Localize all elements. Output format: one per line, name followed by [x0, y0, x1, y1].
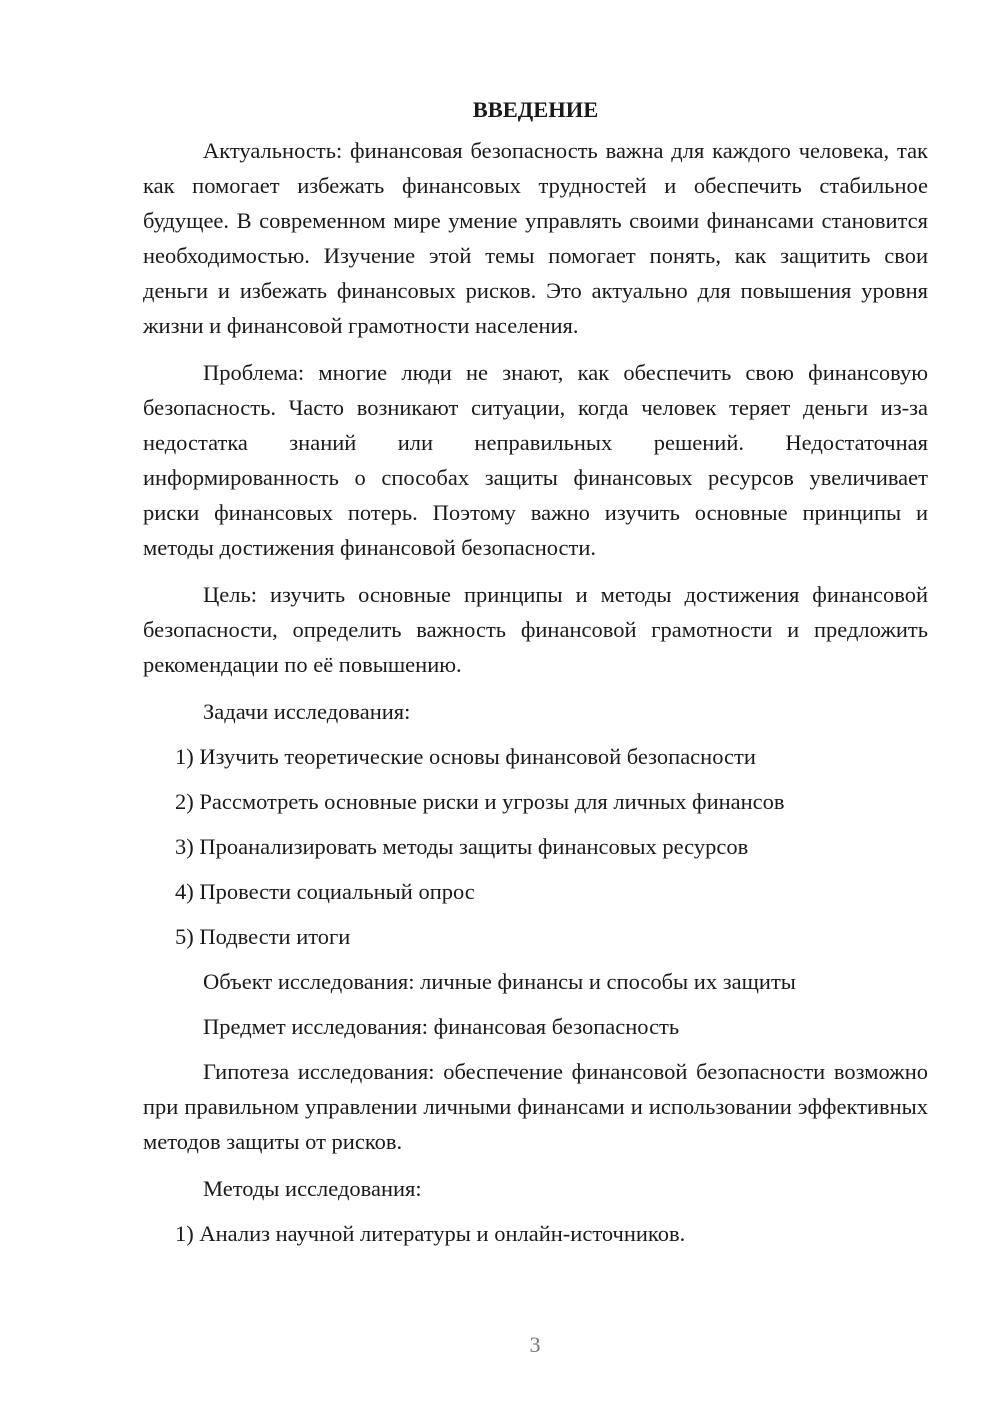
task-item: 3) Проанализировать методы защиты финансовых ресурсов [175, 834, 749, 859]
page-number: 3 [529, 1332, 541, 1357]
goal-paragraph: Цель: изучить основные принципы и методы достижения финансовой безопасности, определить важность финансовой грамотности и предложить рекомендации по её повышению. [143, 582, 928, 677]
task-item: 5) Подвести итоги [175, 924, 351, 949]
relevance-paragraph: Актуальность: финансовая безопасность важна для каждого человека, так как помогает избежать финансовых трудностей и обеспечить стабильное будущее. В современном мире умение управлять своими финансами становится необходимостью. Изучение этой темы помогает понять, как защитить свои деньги и избежать финансовых рисков. Это актуально для повышения уровня жизни и финансовой грамотности населения. [143, 138, 928, 338]
tasks-heading: Задачи исследования: [203, 699, 411, 724]
task-item: 1) Изучить теоретические основы финансовой безопасности [175, 744, 756, 769]
section-title: ВВЕДЕНИЕ [472, 97, 599, 122]
subject-line: Предмет исследования: финансовая безопасность [203, 1014, 680, 1039]
hypothesis-paragraph: Гипотеза исследования: обеспечение финансовой безопасности возможно при правильном управлении личными финансами и использовании эффективных методов защиты от рисков. [143, 1059, 928, 1154]
tasks-list [143, 739, 928, 954]
task-item: 4) Провести социальный опрос [175, 879, 475, 904]
method-item: 1) Анализ научной литературы и онлайн-источников. [175, 1221, 686, 1246]
problem-paragraph: Проблема: многие люди не знают, как обеспечить свою финансовую безопасность. Часто возникают ситуации, когда человек теряет деньги из-за недостатка знаний или неправильных решений. Недостаточная информированность о способах защиты финансовых ресурсов увеличивает риски финансовых потерь. Поэтому важно изучить основные принципы и методы достижения финансовой безопасности. [143, 360, 928, 560]
methods-heading: Методы исследования: [203, 1176, 422, 1201]
methods-list [143, 1216, 928, 1251]
task-item: 2) Рассмотреть основные риски и угрозы для личных финансов [175, 789, 785, 814]
page-content [143, 92, 928, 1261]
object-line: Объект исследования: личные финансы и способы их защиты [203, 969, 796, 994]
